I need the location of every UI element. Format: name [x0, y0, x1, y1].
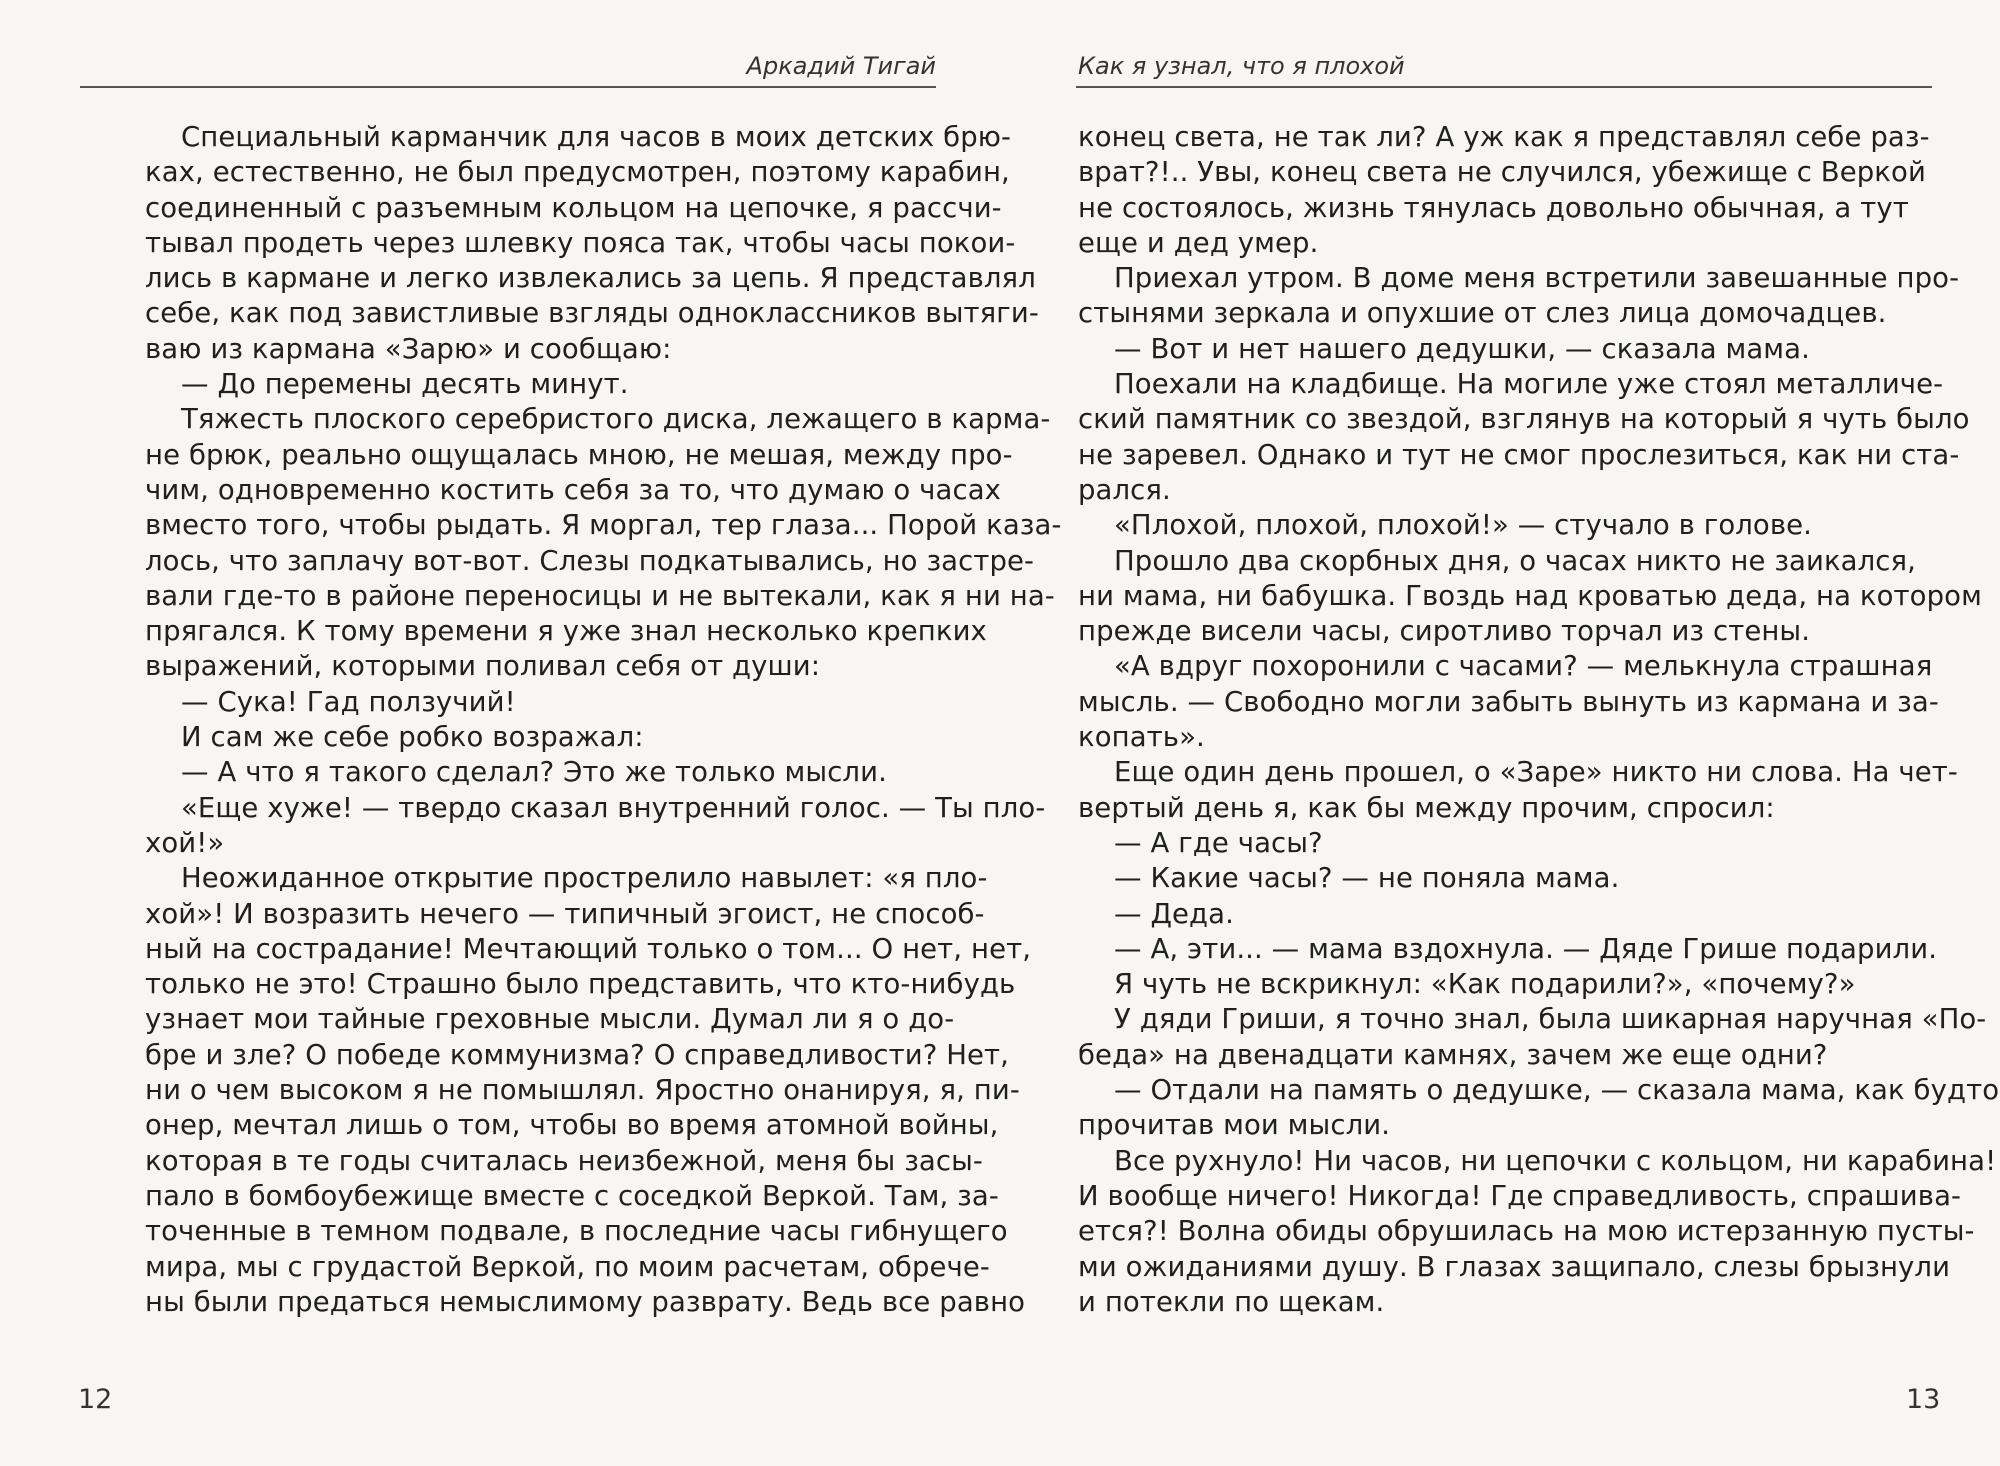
text-line: «Еще хуже! — твердо сказал внутренний голос. — Ты пло-: [181, 791, 1046, 824]
text-line: ный на сострадание! Мечтающий только о том... О нет, нет,: [145, 932, 1032, 965]
text-line: не заревел. Однако и тут не смог прослезиться, как ни ста-: [1078, 438, 1960, 471]
text-line: — Отдали на память о дедушке, — сказала мама, как будто: [1114, 1074, 2000, 1107]
text-line: Прошло два скорбных дня, о часах никто не заикался,: [1114, 544, 1917, 577]
text-line: «А вдруг похоронили с часами? — мелькнула страшная: [1114, 650, 1933, 683]
text-line: прежде висели часы, сиротливо торчал из стены.: [1078, 615, 1811, 648]
text-line: не состоялось, жизнь тянулась довольно обычная, а тут: [1078, 191, 1909, 224]
text-line: еще и дед умер.: [1078, 226, 1319, 259]
text-line: конец света, не так ли? А уж как я представлял себе раз-: [1078, 121, 1930, 153]
text-line: лось, что заплачу вот-вот. Слезы подкатывались, но застре-: [145, 544, 1035, 577]
text-line: Я чуть не вскрикнул: «Как подарили?», «почему?»: [1114, 968, 1856, 1001]
text-line: вали где-то в районе переносицы и не вытекали, как я ни на-: [145, 579, 1055, 612]
text-line: — А, эти... — мама вздохнула. — Дяде Грише подарили.: [1114, 932, 1938, 965]
text-line: прочитав мои мысли.: [1078, 1109, 1391, 1142]
text-line: И вообще ничего! Никогда! Где справедливость, спрашива-: [1078, 1179, 1962, 1212]
page-number: 12: [78, 1384, 113, 1415]
text-line: Поехали на кладбище. На могиле уже стоял металличе-: [1114, 368, 1944, 401]
text-line: стынями зеркала и опухшие от слез лица домочадцев.: [1078, 297, 1887, 330]
text-line: врат?!.. Увы, конец света не случился, убежище с Веркой: [1078, 156, 1926, 189]
text-line: — Сука! Гад ползучий!: [181, 685, 516, 718]
text-line: Специальный карманчик для часов в моих детских брю-: [181, 121, 1012, 153]
text-line: — До перемены десять минут.: [181, 368, 629, 401]
text-line: только не это! Страшно было представить, что кто-нибудь: [145, 968, 1016, 1001]
text-line: тывал продеть через шлевку пояса так, чтобы часы покои-: [145, 226, 1016, 259]
text-line: ни о чем высоком я не помышлял. Яростно онанируя, я, пи-: [145, 1074, 1020, 1107]
running-head-chapter: Как я узнал, что я плохой: [1078, 52, 1405, 80]
text-line: мысль. — Свободно могли забыть вынуть из кармана и за-: [1078, 685, 1939, 718]
text-line: себе, как под завистливые взгляды одноклассников вытяги-: [145, 297, 1039, 330]
text-line: онер, мечтал лишь о том, чтобы во время атомной войны,: [145, 1109, 999, 1142]
text-line: Еще один день прошел, о «Заре» никто ни слова. На чет-: [1114, 756, 1958, 789]
text-line: узнает мои тайные греховные мысли. Думал ли я о до-: [145, 1003, 955, 1036]
text-line: хой»! И возразить нечего — типичный эгоист, не способ-: [145, 897, 985, 930]
text-line: которая в те годы считалась неизбежной, меня бы засы-: [145, 1144, 983, 1177]
text-line: выражений, которыми поливал себя от души:: [145, 650, 821, 683]
right-page-body: [1078, 120, 2000, 1320]
running-head-author: Аркадий Тигай: [746, 52, 936, 80]
header-rule: [80, 86, 936, 88]
text-line: беда» на двенадцати камнях, зачем же еще одни?: [1078, 1038, 1828, 1071]
header-rule: [1076, 86, 1932, 88]
text-line: пало в бомбоубежище вместе с соседкой Веркой. Там, за-: [145, 1179, 999, 1212]
text-line: не брюк, реально ощущалась мною, не мешая, между про-: [145, 438, 1013, 471]
text-line: У дяди Гриши, я точно знал, была шикарная наручная «По-: [1114, 1003, 1987, 1036]
text-line: Приехал утром. В доме меня встретили завешанные про-: [1114, 262, 1960, 295]
text-line: — А что я такого сделал? Это же только мысли.: [181, 756, 887, 789]
text-line: ми ожиданиями душу. В глазах защипало, слезы брызнули: [1078, 1250, 1951, 1283]
text-line: — Какие часы? — не поняла мама.: [1114, 862, 1620, 895]
text-line: ни мама, ни бабушка. Гвоздь над кроватью деда, на котором: [1078, 579, 1982, 612]
text-line: ский памятник со звездой, взглянув на который я чуть было: [1078, 403, 1970, 436]
text-line: точенные в темном подвале, в последние часы гибнущего: [145, 1215, 1008, 1248]
text-line: соединенный с разъемным кольцом на цепочке, я рассчи-: [145, 191, 1002, 224]
text-line: ется?! Волна обиды обрушилась на мою истерзанную пусты-: [1078, 1215, 1975, 1248]
text-line: вместо того, чтобы рыдать. Я моргал, тер глаза... Порой каза-: [145, 509, 1062, 542]
text-line: — Вот и нет нашего дедушки, — сказала мама.: [1114, 332, 1810, 365]
text-line: мира, мы с грудастой Веркой, по моим расчетам, обрече-: [145, 1250, 990, 1283]
text-line: рался.: [1078, 473, 1171, 506]
text-line: вертый день я, как бы между прочим, спросил:: [1078, 791, 1775, 824]
text-line: чим, одновременно костить себя за то, что думаю о часах: [145, 473, 1002, 506]
text-line: — А где часы?: [1114, 826, 1323, 859]
right-page: [1000, 0, 2000, 1466]
text-line: прягался. К тому времени я уже знал несколько крепких: [145, 615, 987, 648]
page-number: 13: [1906, 1384, 1941, 1415]
text-line: хой!»: [145, 826, 225, 859]
text-line: Тяжесть плоского серебристого диска, лежащего в карма-: [181, 403, 1051, 436]
text-line: ваю из кармана «Зарю» и сообщаю:: [145, 332, 672, 365]
text-line: Все рухнуло! Ни часов, ни цепочки с кольцом, ни карабина!: [1114, 1144, 1997, 1177]
text-line: Неожиданное открытие прострелило навылет: «я пло-: [181, 862, 988, 895]
text-line: «Плохой, плохой, плохой!» — стучало в голове.: [1114, 509, 1813, 542]
text-line: и потекли по щекам.: [1078, 1285, 1385, 1318]
left-page-body: [145, 120, 1062, 1320]
text-line: ны были предаться немыслимому разврату. Ведь все равно: [145, 1285, 1026, 1318]
text-line: И сам же себе робко возражал:: [181, 721, 644, 754]
text-line: копать».: [1078, 721, 1205, 754]
text-line: бре и зле? О победе коммунизма? О справедливости? Нет,: [145, 1038, 1010, 1071]
text-line: — Деда.: [1114, 897, 1234, 930]
text-line: лись в кармане и легко извлекались за цепь. Я представлял: [145, 262, 1036, 295]
text-line: ках, естественно, не был предусмотрен, поэтому карабин,: [145, 156, 1010, 189]
